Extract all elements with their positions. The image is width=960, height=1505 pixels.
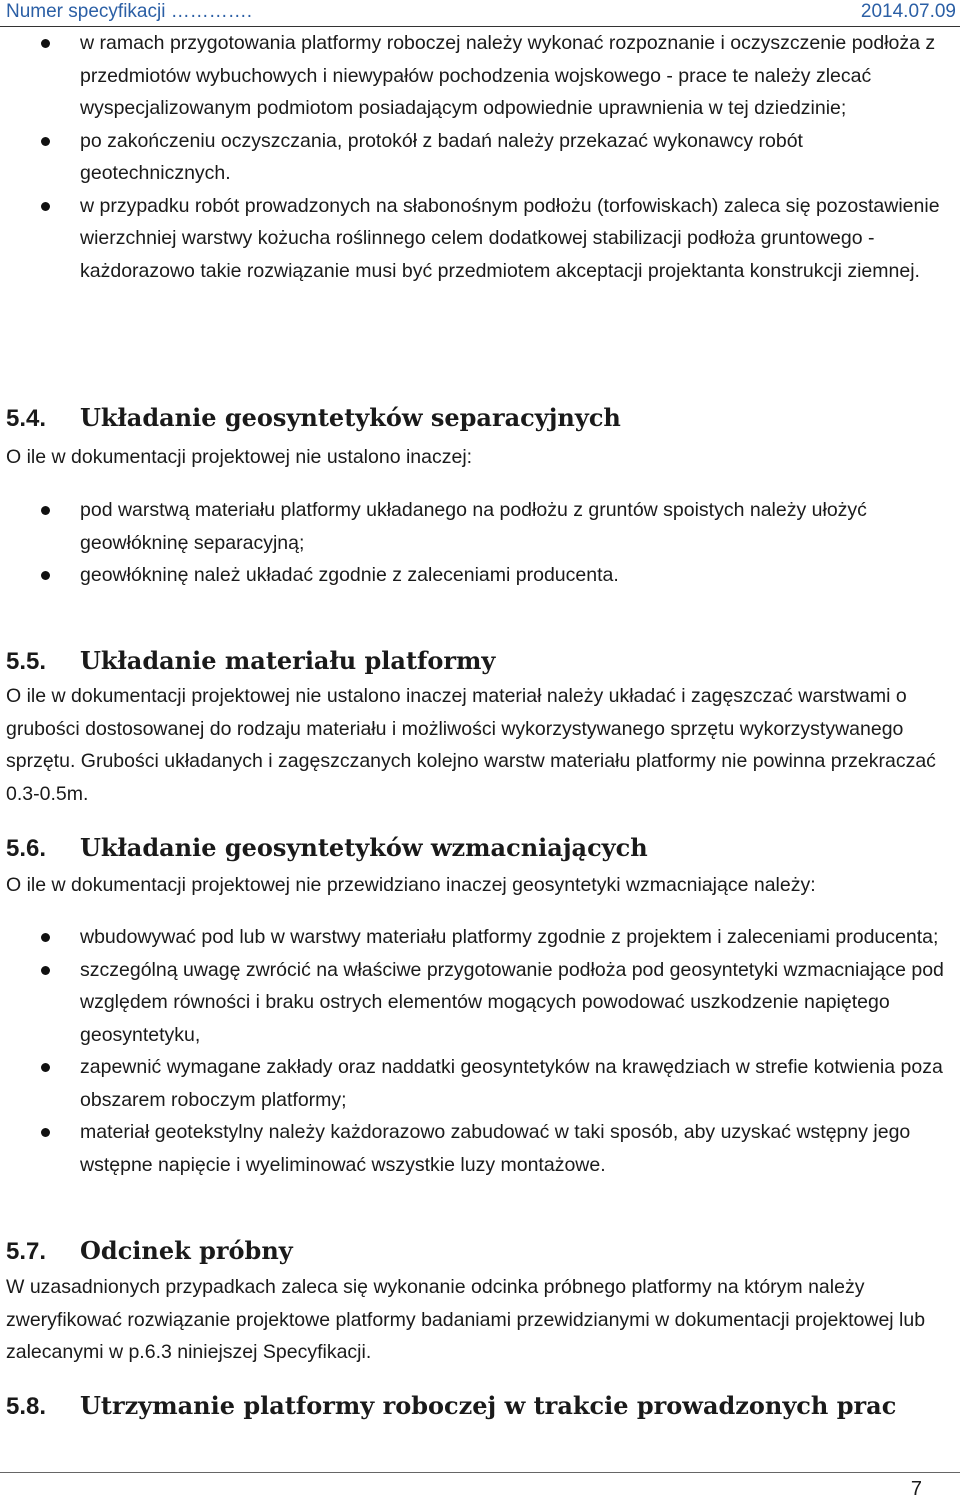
section-intro-5-4: O ile w dokumentacji projektowej nie ustalono inaczej:	[6, 446, 473, 468]
section-heading-5-7	[6, 1236, 293, 1266]
section-number: 5.8.	[6, 1393, 47, 1420]
section-title: Układanie materiału platformy	[80, 646, 496, 675]
bullet-icon	[41, 202, 50, 211]
bullet-icon	[41, 966, 50, 975]
page-number: 7	[910, 1478, 922, 1500]
bullet-icon	[41, 933, 50, 942]
section-title: Układanie geosyntetyków separacyjnych	[80, 403, 621, 432]
section-5-6-bullet-list	[0, 921, 960, 1181]
bullet-icon	[41, 1128, 50, 1137]
bullet-icon	[41, 571, 50, 580]
list-item: w przypadku robót prowadzonych na słabonośnym podłożu (torfowiskach) zaleca się pozostawienie wierzchniej warstwy kożucha roślinnego celem dodatkowej stabilizacji podłoża gruntowego - każdorazowo takie rozwiązanie musi być przedmiotem akceptacji projektanta konstrukcji ziemnej.	[0, 190, 960, 288]
bullet-icon	[41, 1063, 50, 1072]
intro-bullet-list	[0, 27, 960, 287]
section-5-4-bullet-list	[0, 494, 960, 592]
section-title: Utrzymanie platformy roboczej w trakcie prowadzonych prac	[80, 1391, 897, 1420]
list-item: materiał geotekstylny należy każdorazowo zabudować w taki sposób, aby uzyskać wstępny jego wstępne napięcie i wyeliminować wszystkie luzy montażowe.	[0, 1116, 960, 1181]
section-text-5-5: O ile w dokumentacji projektowej nie ustalono inaczej materiał należy układać i zagęszczać warstwami o grubości dostosowanej do rodzaju materiału i możliwości wykorzystywanego sprzętu wykorzystywanego sprzętu. Grubości układanych i zagęszczanych kolejno warstw materiału platformy nie powinna przekraczać 0.3-0.5m.	[6, 685, 936, 805]
header-date: 2014.07.09	[860, 1, 956, 22]
list-item: po zakończeniu oczyszczania, protokół z badań należy przekazać wykonawcy robót geotechnicznych.	[0, 125, 960, 190]
footer-divider	[0, 1472, 960, 1473]
section-number: 5.4.	[6, 405, 47, 432]
section-heading-5-6	[6, 833, 648, 863]
list-item: geowłókninę należ układać zgodnie z zaleceniami producenta.	[0, 559, 960, 592]
section-heading-5-8	[6, 1391, 896, 1421]
list-item: w ramach przygotowania platformy roboczej należy wykonać rozpoznanie i oczyszczenie podłoża z przedmiotów wybuchowych i niewypałów pochodzenia wojskowego - prace te należy zlecać wyspecjalizowanym podmiotom posiadającym odpowiednie uprawnienia w tej dziedzinie;	[0, 27, 960, 125]
section-title: Odcinek próbny	[80, 1236, 293, 1265]
section-heading-5-4	[6, 403, 621, 433]
section-number: 5.6.	[6, 835, 47, 862]
spec-number-label: Numer specyfikacji ………….	[6, 1, 252, 22]
section-text-5-7: W uzasadnionych przypadkach zaleca się wykonanie odcinka próbnego platformy na którym należy zweryfikować rozwiązanie projektowe platformy badaniami przewidzianymi w dokumentacji projektowej lub zalecanymi w p.6.3 niniejszej Specyfikacji.	[6, 1276, 926, 1363]
list-item: szczególną uwagę zwrócić na właściwe przygotowanie podłoża pod geosyntetyki wzmacniające pod względem równości i braku ostrych elementów mogących powodować uszkodzenie napiętego geosyntetyku,	[0, 954, 960, 1052]
section-title: Układanie geosyntetyków wzmacniających	[80, 833, 648, 862]
bullet-icon	[41, 506, 50, 515]
list-item: pod warstwą materiału platformy układanego na podłożu z gruntów spoistych należy ułożyć geowłókninę separacyjną;	[0, 494, 960, 559]
bullet-icon	[41, 137, 50, 146]
list-item: wbudowywać pod lub w warstwy materiału platformy zgodnie z projektem i zaleceniami producenta;	[0, 921, 960, 954]
section-heading-5-5	[6, 646, 495, 676]
page-header	[0, 0, 960, 27]
section-intro-5-6: O ile w dokumentacji projektowej nie przewidziano inaczej geosyntetyki wzmacniające należy:	[6, 874, 816, 896]
section-number: 5.7.	[6, 1238, 47, 1265]
section-number: 5.5.	[6, 648, 47, 675]
bullet-icon	[41, 39, 50, 48]
list-item: zapewnić wymagane zakłady oraz naddatki geosyntetyków na krawędziach w strefie kotwienia poza obszarem roboczym platformy;	[0, 1051, 960, 1116]
